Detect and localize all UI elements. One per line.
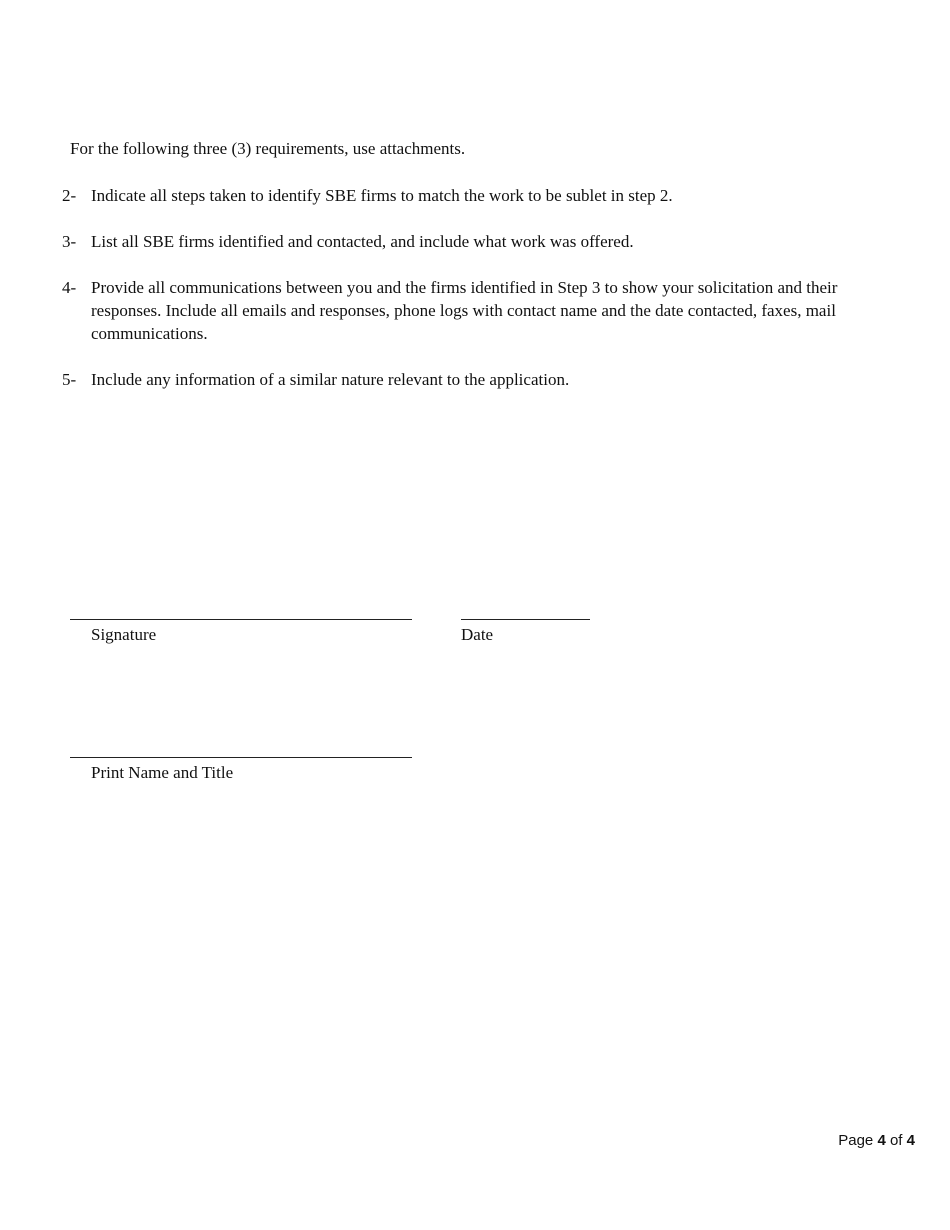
intro-text: For the following three (3) requirements, use attachments.: [70, 139, 466, 158]
current-page: 4: [877, 1132, 886, 1149]
list-item: [62, 276, 892, 345]
page-number: [838, 1132, 915, 1149]
signature-label: Signature: [91, 625, 157, 644]
item-text: List all SBE firms identified and contacted, and include what work was offered.: [91, 232, 634, 251]
item-number: 3-: [62, 232, 77, 251]
date-label: Date: [461, 625, 494, 644]
item-number: 5-: [62, 370, 77, 389]
list-item: [62, 368, 892, 391]
item-text: Indicate all steps taken to identify SBE firms to match the work to be sublet in step 2.: [91, 186, 673, 205]
item-text: Include any information of a similar nature relevant to the application.: [91, 370, 570, 389]
list-item: [62, 230, 892, 253]
item-number: 4-: [62, 278, 77, 297]
item-number: 2-: [62, 186, 77, 205]
total-pages: 4: [906, 1132, 915, 1149]
signature-line: [70, 619, 412, 620]
page-word: Page: [838, 1132, 874, 1149]
print-name-line: [70, 757, 412, 758]
list-item: [62, 184, 892, 207]
of-word: of: [889, 1132, 903, 1149]
print-name-label: Print Name and Title: [91, 763, 234, 782]
item-text: Provide all communications between you and the firms identified in Step 3 to show your solicitation and their responses. Include all emails and responses, phone logs with contact name and the date contacted, faxes, mail communications.: [91, 278, 838, 343]
date-line: [461, 619, 590, 620]
